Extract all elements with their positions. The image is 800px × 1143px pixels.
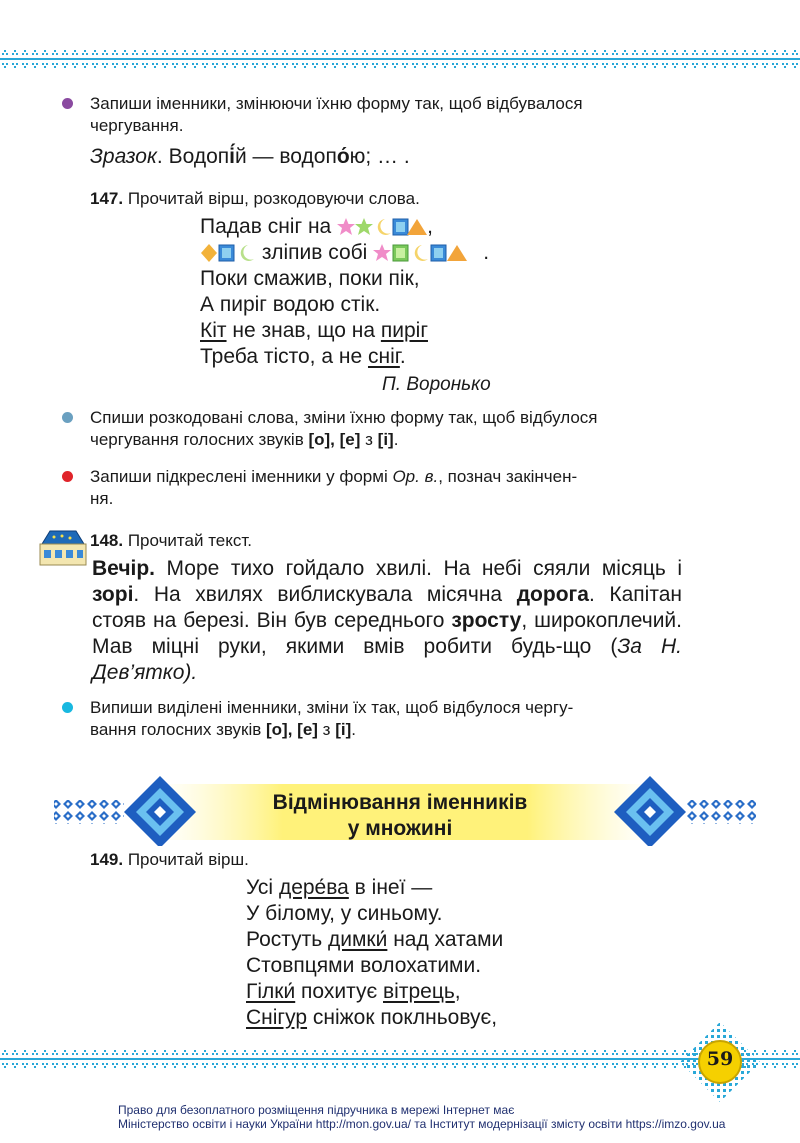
poem-line: Ростуть димки́ над хатами: [246, 928, 504, 951]
house-icon: [36, 528, 90, 568]
top-ornament-border: [0, 50, 800, 68]
red-bullet-icon: [62, 471, 73, 482]
cyan-bullet-icon: [62, 702, 73, 713]
poem-line: Стовпцями волохатими.: [246, 954, 482, 977]
footer-line-2: Міністерство освіти і науки України http://mon.gov.ua/ та Інститут модернізації змісту освіти https://imzo.gov.ua: [118, 1117, 726, 1131]
sample-line: Зразок. Водопі́й — водопо́ю; … .: [90, 145, 410, 168]
coded-word-glyphs-icon: [337, 217, 427, 237]
task-147-b: Запиши підкреслені іменники у формі Ор. в., познач закінчен- ня.: [62, 466, 682, 510]
poem-line: Падав сніг на ,: [200, 215, 433, 238]
poem-line: У білому, у синьому.: [246, 902, 443, 925]
coded-word-glyphs-icon: [200, 243, 256, 263]
poem-line: Усі дере́ва в інеї —: [246, 876, 433, 899]
task-147-a: Спиши розкодовані слова, зміни їхню форму так, щоб відбулося чергування голосних звуків [о], [е] з [і].: [62, 407, 682, 451]
purple-bullet-icon: [62, 98, 73, 109]
poem-147: [200, 214, 489, 370]
task-rewrite-nouns: Запиши іменники, змінюючи їхню форму так, щоб відбувалося чергування.: [62, 93, 682, 137]
poem-author: П. Воронько: [382, 374, 491, 395]
exercise-147-title: 147. Прочитай вірш, розкодовуючи слова.: [90, 189, 420, 208]
poem-line: Поки смажив, поки пік,: [200, 267, 420, 290]
steel-bullet-icon: [62, 412, 73, 423]
exercise-148-text: Вечір. Море тихо гойдало хвилі. На небі сяяли місяць і зорі. На хвилях виблискувала місячна дорога. Капітан стояв на березі. Він був середнього зросту, широкоплечий. Мав міцні руки, якими вмів робити будь-що (За Н. Дев’ятко).: [92, 557, 682, 684]
poem-149: [246, 875, 503, 1031]
poem-line: зліпив собі .: [200, 240, 489, 266]
coded-word-glyphs-icon: [373, 243, 483, 263]
task-148: Випиши виділені іменники, зміни їх так, щоб відбулося чергу- вання голосних звуків [о], [е] з [і].: [62, 697, 682, 741]
section-heading: Відмінювання іменників у множині: [272, 791, 528, 840]
exercise-148-title: 148. Прочитай текст.: [90, 531, 252, 550]
poem-line: А пиріг водою стік.: [200, 293, 381, 316]
footer-line-1: Право для безоплатного розміщення підручника в мережі Інтернет має: [118, 1103, 515, 1117]
page-number: 59: [706, 1048, 734, 1070]
exercise-149-title: 149. Прочитай вірш.: [90, 850, 249, 869]
poem-line: Треба тісто, а не сніг.: [200, 345, 406, 368]
poem-line: Кіт не знав, що на пиріг: [200, 319, 428, 342]
poem-line: Снігур сніжок поклньовує,: [246, 1006, 498, 1029]
poem-line: Гілки́ похитує вітрець,: [246, 980, 461, 1003]
